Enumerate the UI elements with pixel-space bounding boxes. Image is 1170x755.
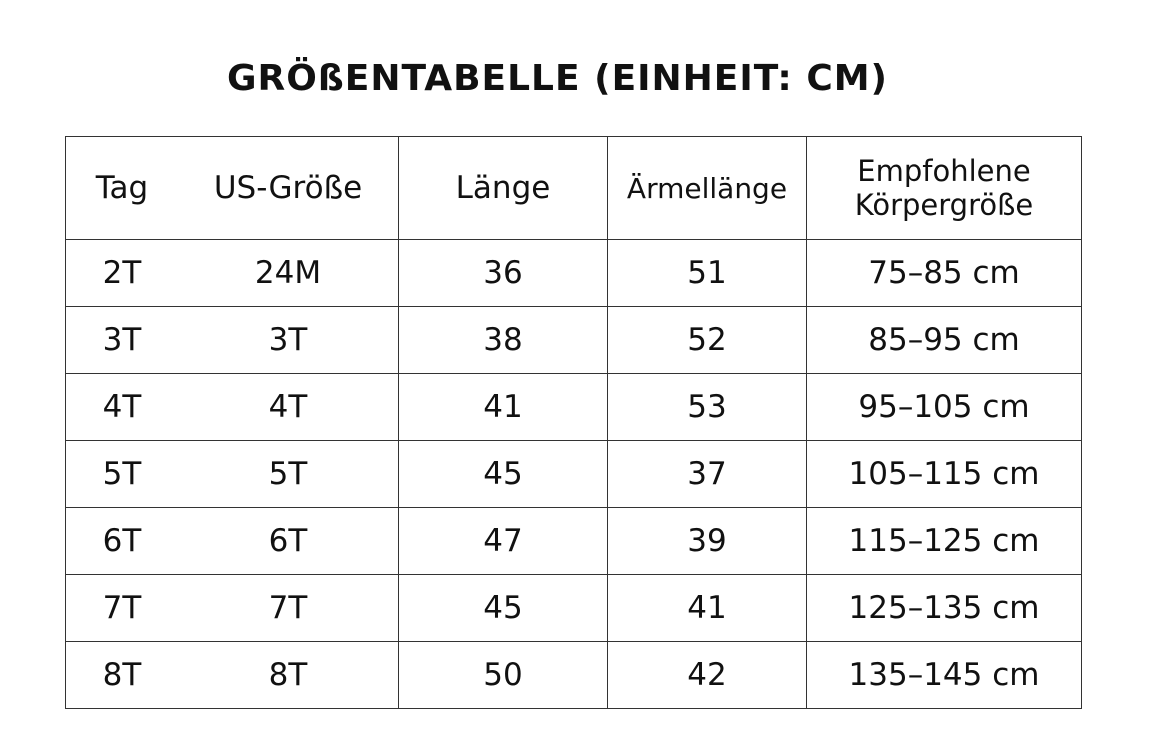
- cell-tag: 4T: [102, 389, 142, 425]
- header-us-size: US-Größe: [213, 170, 363, 206]
- cell-tag-us-size: [66, 240, 399, 307]
- header-tag: Tag: [95, 170, 149, 206]
- cell-recommended-height: 135–145 cm: [807, 642, 1082, 709]
- cell-tag: 6T: [102, 523, 142, 559]
- page-title: GRÖßENTABELLE (EINHEIT: CM): [226, 58, 889, 99]
- cell-recommended-height: 95–105 cm: [807, 374, 1082, 441]
- cell-us-size: 6T: [268, 523, 308, 559]
- table-row: [66, 240, 1082, 307]
- cell-sleeve-length: 37: [608, 441, 807, 508]
- size-chart-table: [65, 136, 1082, 709]
- cell-recommended-height: 115–125 cm: [807, 508, 1082, 575]
- table-row: [66, 508, 1082, 575]
- table-row: [66, 441, 1082, 508]
- cell-length: 50: [399, 642, 608, 709]
- cell-tag-us-size: [66, 642, 399, 709]
- table-header-row: [66, 137, 1082, 240]
- cell-length: 38: [399, 307, 608, 374]
- header-tag-us-size: [66, 137, 399, 240]
- header-recommended-height-line2: Körpergröße: [854, 188, 1034, 222]
- cell-sleeve-length: 39: [608, 508, 807, 575]
- cell-us-size: 5T: [268, 456, 308, 492]
- header-recommended-height-line1: Empfohlene: [857, 154, 1031, 188]
- header-sleeve-length: Ärmellänge: [608, 137, 807, 240]
- cell-length: 47: [399, 508, 608, 575]
- cell-recommended-height: 75–85 cm: [807, 240, 1082, 307]
- table-row: [66, 575, 1082, 642]
- cell-recommended-height: 125–135 cm: [807, 575, 1082, 642]
- cell-us-size: 8T: [268, 657, 308, 693]
- cell-recommended-height: 85–95 cm: [807, 307, 1082, 374]
- cell-length: 45: [399, 575, 608, 642]
- cell-tag-us-size: [66, 441, 399, 508]
- cell-sleeve-length: 53: [608, 374, 807, 441]
- cell-tag: 8T: [102, 657, 142, 693]
- header-length: Länge: [399, 137, 608, 240]
- cell-us-size: 4T: [268, 389, 308, 425]
- cell-tag-us-size: [66, 575, 399, 642]
- cell-tag: 5T: [102, 456, 142, 492]
- cell-length: 45: [399, 441, 608, 508]
- cell-us-size: 24M: [254, 255, 322, 291]
- cell-length: 36: [399, 240, 608, 307]
- cell-sleeve-length: 42: [608, 642, 807, 709]
- cell-recommended-height: 105–115 cm: [807, 441, 1082, 508]
- cell-tag: 2T: [102, 255, 142, 291]
- cell-us-size: 3T: [268, 322, 308, 358]
- cell-tag-us-size: [66, 307, 399, 374]
- cell-sleeve-length: 51: [608, 240, 807, 307]
- cell-length: 41: [399, 374, 608, 441]
- table-row: [66, 374, 1082, 441]
- cell-tag: 3T: [102, 322, 142, 358]
- cell-sleeve-length: 52: [608, 307, 807, 374]
- cell-tag: 7T: [102, 590, 142, 626]
- table-row: [66, 642, 1082, 709]
- cell-tag-us-size: [66, 508, 399, 575]
- cell-tag-us-size: [66, 374, 399, 441]
- table-row: [66, 307, 1082, 374]
- header-recommended-height: [807, 137, 1082, 240]
- cell-sleeve-length: 41: [608, 575, 807, 642]
- cell-us-size: 7T: [268, 590, 308, 626]
